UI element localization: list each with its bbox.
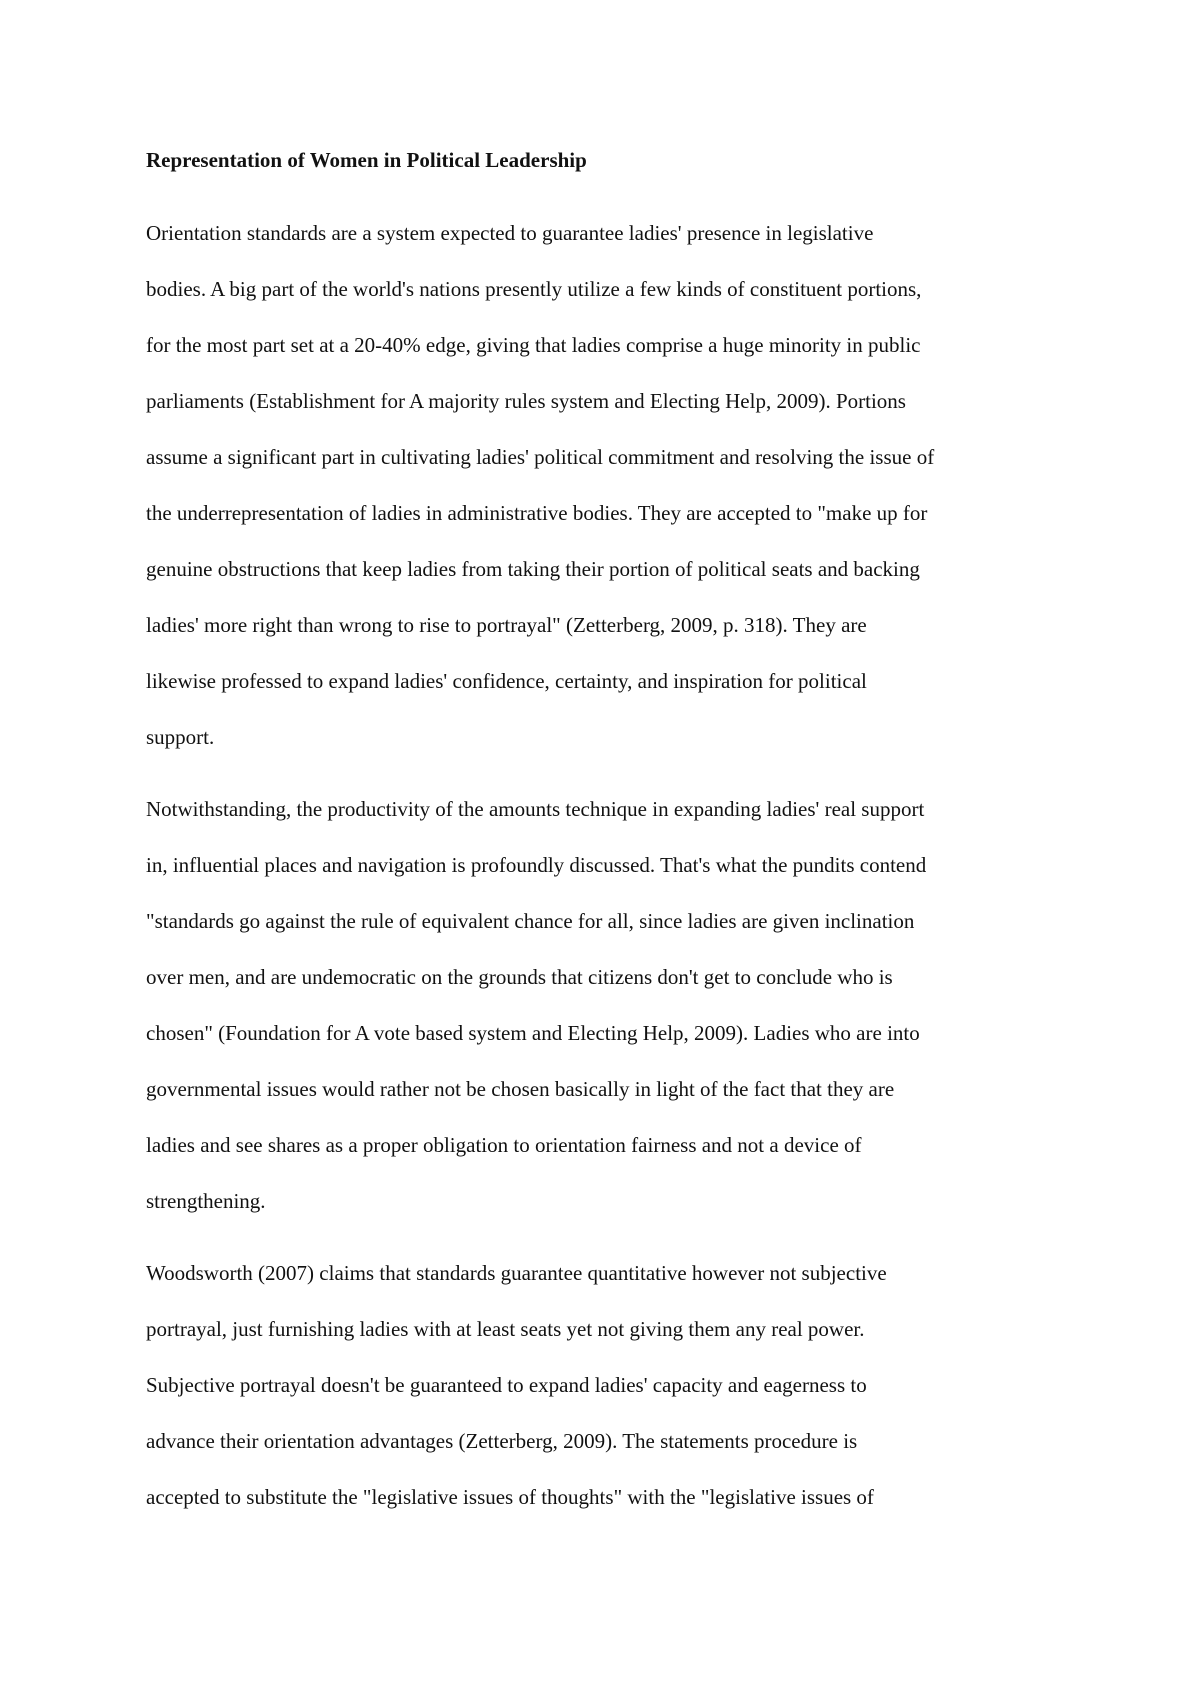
paragraph-1-line: ladies' more right than wrong to rise to portrayal" (Zetterberg, 2009, p. 318). They are xyxy=(146,613,867,637)
paragraph-1-line: Orientation standards are a system expected to guarantee ladies' presence in legislative xyxy=(146,221,874,245)
paragraph-1-line: likewise professed to expand ladies' confidence, certainty, and inspiration for political xyxy=(146,669,867,693)
paragraph-2-line: governmental issues would rather not be chosen basically in light of the fact that they are xyxy=(146,1077,895,1101)
paragraph-2-line: over men, and are undemocratic on the grounds that citizens don't get to conclude who is xyxy=(146,965,893,989)
paragraph-2-line: chosen" (Foundation for A vote based system and Electing Help, 2009). Ladies who are into xyxy=(146,1021,920,1045)
paragraph-3-line: Subjective portrayal doesn't be guaranteed to expand ladies' capacity and eagerness to xyxy=(146,1373,867,1397)
paragraph-2-line: in, influential places and navigation is profoundly discussed. That's what the pundits contend xyxy=(146,853,927,877)
paragraph-2-line: strengthening. xyxy=(146,1189,266,1213)
paragraph-3-line: advance their orientation advantages (Zetterberg, 2009). The statements procedure is xyxy=(146,1429,858,1453)
paragraph-3-line: accepted to substitute the "legislative issues of thoughts" with the "legislative issues of xyxy=(146,1485,874,1509)
paragraph-1-line: genuine obstructions that keep ladies from taking their portion of political seats and backing xyxy=(146,557,920,581)
paragraph-1-line: the underrepresentation of ladies in administrative bodies. They are accepted to "make up for xyxy=(146,501,928,525)
paragraph-3-line: portrayal, just furnishing ladies with at least seats yet not giving them any real power. xyxy=(146,1317,865,1341)
paragraph-1-line: support. xyxy=(146,725,215,749)
paragraph-1-line: for the most part set at a 20-40% edge, giving that ladies comprise a huge minority in public xyxy=(146,333,921,357)
paragraph-1-line: assume a significant part in cultivating ladies' political commitment and resolving the issue of xyxy=(146,445,935,469)
paragraph-3-line: Woodsworth (2007) claims that standards guarantee quantitative however not subjective xyxy=(146,1261,887,1285)
paragraph-1-line: bodies. A big part of the world's nations presently utilize a few kinds of constituent portions, xyxy=(146,277,922,301)
paragraph-2-line: ladies and see shares as a proper obligation to orientation fairness and not a device of xyxy=(146,1133,862,1157)
document-title: Representation of Women in Political Leadership xyxy=(146,148,587,172)
paragraph-2-line: "standards go against the rule of equivalent chance for all, since ladies are given inclination xyxy=(146,909,915,933)
paragraph-2-line: Notwithstanding, the productivity of the amounts technique in expanding ladies' real support xyxy=(146,797,925,821)
paragraph-1-line: parliaments (Establishment for A majority rules system and Electing Help, 2009). Portions xyxy=(146,389,906,413)
